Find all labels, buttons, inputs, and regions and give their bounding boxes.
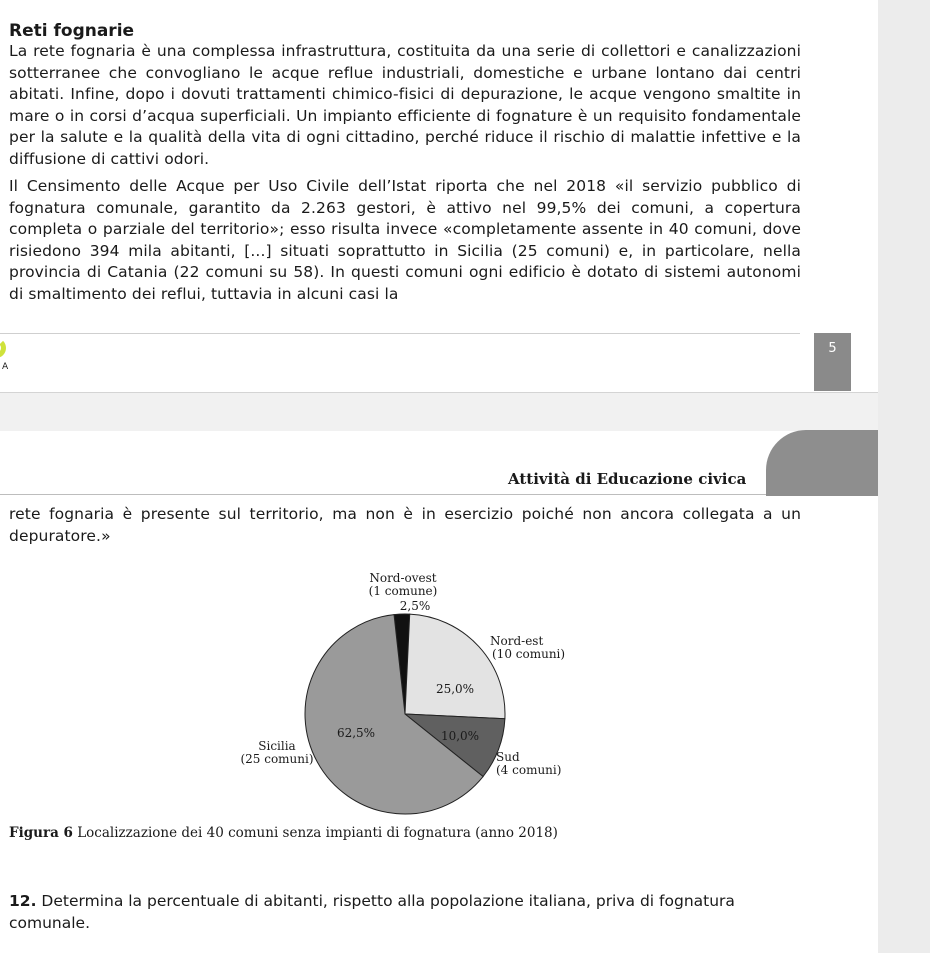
paragraph-3: rete fognaria è presente sul territorio, ma non è in esercizio poiché non ancora collegata a un depuratore.» <box>9 505 801 545</box>
label-nordovest-name: Nord-ovest <box>369 571 437 585</box>
exercise-question <box>9 891 801 934</box>
label-nordovest-value: 2,5% <box>399 599 431 613</box>
label-sicilia-value: 62,5% <box>336 726 376 740</box>
label-nordest-count: (10 comuni) <box>492 647 566 661</box>
label-nordest-name: Nord-est <box>490 634 544 648</box>
paragraph-2: Il Censimento delle Acque per Uso Civile dell’Istat riporta che nel 2018 «il servizio pubblico di fognatura comunale, garantito da 2.263 gestori, è attivo nel 99,5% dei comuni, a copertura completa o parziale del territorio»; esso risulta invece «completamente assente in 40 comuni, dove risiedono 394 mila abitanti, [...] situati soprattutto in Sicilia (25 comuni) e, in particolare, nella provincia di Catania (22 comuni su 58). In questi comuni ogni edificio è dotato di sistemi autonomi di smaltimento dei reflui, tuttavia in alcuni casi la <box>9 177 801 303</box>
page-gap <box>0 392 878 431</box>
label-sud-value: 10,0% <box>440 729 480 743</box>
label-nordest-value: 25,0% <box>435 682 475 696</box>
question-text: Determina la percentuale di abitanti, rispetto alla popolazione italiana, priva di fognatura comunale. <box>9 892 735 932</box>
ring-decoration-icon <box>0 338 6 358</box>
margin-band <box>878 0 930 953</box>
page-number-tab <box>814 333 851 391</box>
header-rule <box>0 494 766 495</box>
paragraph-1: La rete fognaria è una complessa infrastruttura, costituita da una serie di collettori e canalizzazioni sotterranee che convogliano le acque reflue industriali, domestiche e urbane lontano dai centri abitati. Infine, dopo i dovuti trattamenti chimico-fisici di depurazione, le acque vengono smaltite in mare o in corsi d’acqua superficiali. Un impianto efficiente di fognature è un requisito fondamentale per la salute e la qualità della vita di ogni cittadino, perché riduce il rischio di malattie infettive e la diffusione di cattivi odori. <box>9 42 801 168</box>
corner-tab <box>766 430 878 496</box>
question-number: 12. <box>9 892 37 910</box>
page-number: 5 <box>828 341 837 356</box>
label-sud-name: Sud <box>496 750 520 764</box>
section-heading: Reti fognarie <box>9 21 135 41</box>
figure-caption-text: Localizzazione dei 40 comuni senza impianti di fognatura (anno 2018) <box>77 825 558 841</box>
pie-slice-nord-est <box>405 614 505 719</box>
page-top <box>0 0 878 392</box>
label-sicilia-name: Sicilia <box>258 739 296 753</box>
figure-label: Figura 6 <box>9 825 73 841</box>
label-sicilia-count: (25 comuni) <box>240 752 314 766</box>
page-header: Attività di Educazione civica <box>508 470 747 488</box>
divider <box>0 333 800 334</box>
page-bottom <box>0 430 878 953</box>
label-nordovest-count: (1 comune) <box>368 584 438 598</box>
pie-chart <box>220 565 620 815</box>
figure-caption <box>9 825 558 841</box>
margin-letter: A <box>2 362 9 372</box>
label-sud-count: (4 comuni) <box>496 763 562 777</box>
